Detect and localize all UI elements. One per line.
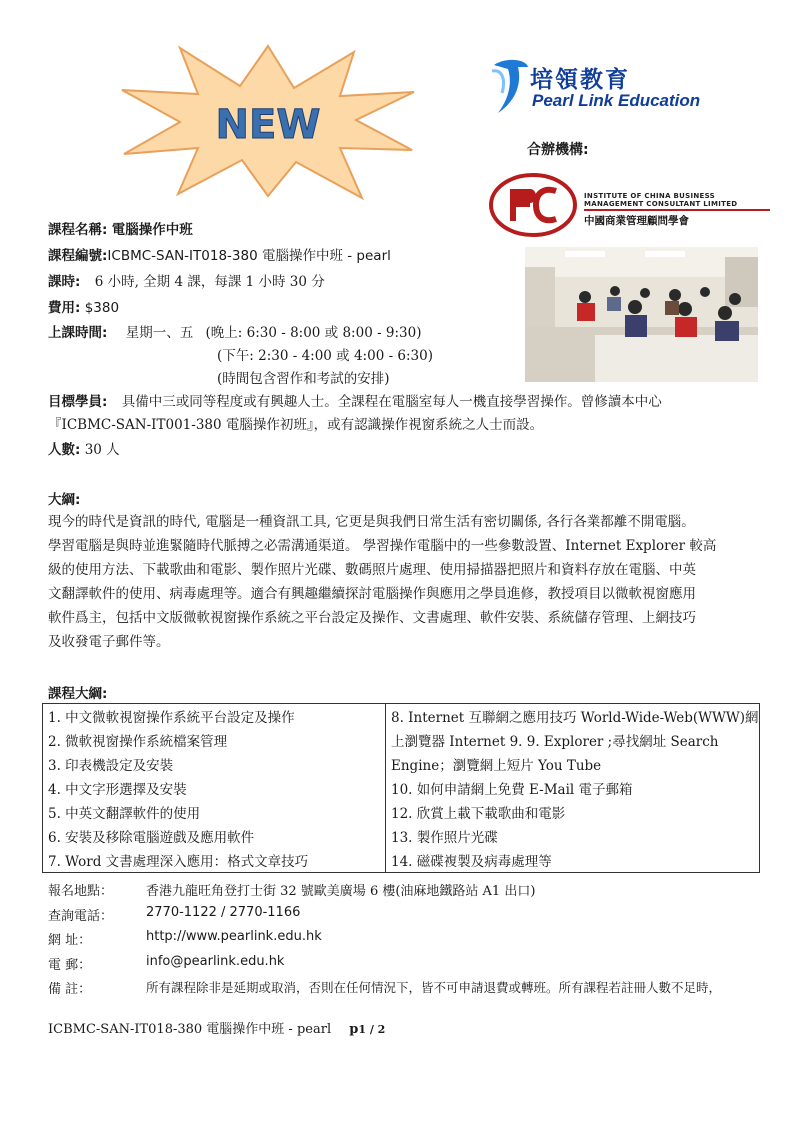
outline-right-column [386, 704, 759, 872]
course-code-row [48, 244, 391, 264]
class-size-label: 人數: [48, 442, 81, 458]
syllabus-paragraph [48, 510, 758, 654]
pearl-link-logo [488, 57, 728, 119]
course-time-label: 上課時間: [48, 325, 108, 341]
remark-label: 備 註： [48, 982, 92, 997]
website-link[interactable]: http://www.pearlink.edu.hk [146, 929, 322, 944]
institute-chinese-name: 中國商業管理顧問學會 [584, 215, 689, 227]
outline-item: 1. 中文微軟視窗操作系統平台設定及操作 [48, 710, 295, 726]
syllabus-line: 學習電腦是與時並進緊隨時代脈搏之必需溝通渠道。 學習操作電腦中的一些參數設置、Internet Explorer 較高 [48, 538, 717, 554]
outline-table [42, 703, 760, 873]
pearl-link-chinese-name: 培領教育 [530, 67, 630, 93]
outline-item: 10. 如何申請網上免費 E-Mail 電子郵箱 [391, 782, 633, 798]
outline-item: 8. Internet 互聯網之應用技巧 World-Wide-Web(WWW)網 [391, 710, 759, 726]
outline-item: 4. 中文字形選擇及安裝 [48, 782, 187, 798]
course-name: 電腦操作中班 [111, 222, 193, 238]
syllabus-heading: 大綱: [48, 492, 81, 508]
course-code-label: 課程編號: [48, 248, 108, 264]
phone-value: 2770-1122 / 2770-1166 [146, 905, 301, 920]
outline-heading: 課程大綱: [48, 686, 108, 702]
outline-item: 6. 安裝及移除電腦遊戲及應用軟件 [48, 830, 255, 846]
course-time-row [48, 321, 422, 341]
course-hours-label: 課時: [48, 274, 81, 290]
outline-item: 12. 欣賞上載下載歌曲和電影 [391, 806, 566, 822]
address-label: 報名地點： [48, 884, 114, 899]
course-fee-label: 費用: [48, 300, 81, 316]
outline-item: 3. 印表機設定及安裝 [48, 758, 174, 774]
pearl-link-swoosh-icon [488, 57, 532, 117]
syllabus-line: 級的使用方法、下載歌曲和電影、製作照片光碟、數碼照片處理、使用掃描器把照片和資料存放在電腦、中英 [48, 562, 696, 578]
footer-page-prefix: p [349, 1022, 359, 1037]
website-label: 網 址： [48, 933, 92, 948]
co-organizer-label: 合辦機構: [527, 142, 589, 158]
course-evening-time: (晚上: 6:30 - 8:00 或 8:00 - 9:30) [205, 325, 422, 341]
syllabus-line: 軟件爲主，包括中文版微軟視窗操作系統之平台設定及操作、文書處理、軟件安裝、系統儲存管理、上網技巧 [48, 610, 696, 626]
outline-item: 14. 磁碟複製及病毒處理等 [391, 854, 552, 870]
class-size-row [48, 438, 120, 458]
target-label: 目標學員: [48, 394, 108, 410]
course-name-row [48, 218, 193, 238]
email-link[interactable]: info@pearlink.edu.hk [146, 954, 285, 969]
course-code: ICBMC-SAN-IT018-380 電腦操作中班 - pearl [107, 248, 391, 264]
pearl-link-english-name: Pearl Link Education [532, 91, 701, 110]
new-burst-text: NEW [215, 102, 321, 148]
course-fee-row [48, 296, 119, 316]
institute-english-line1: INSTITUTE OF CHINA BUSINESS [584, 192, 715, 200]
course-name-label: 課程名稱: [48, 222, 108, 238]
target-line2: 『ICBMC-SAN-IT001-380 電腦操作初班』，或有認識操作視窗系統之人士而設。 [48, 417, 544, 433]
email-label: 電 郵： [48, 958, 92, 973]
footer-page-number: 1 / 2 [358, 1023, 386, 1036]
outline-left-column [43, 704, 386, 872]
institute-divider [584, 209, 770, 211]
outline-item: 7. Word 文書處理深入應用：格式文章技巧 [48, 854, 309, 870]
target-row [48, 390, 662, 410]
address-value: 香港九龍旺角登打士街 32 號歐美廣場 6 樓(油麻地鐵路站 A1 出口) [146, 884, 536, 899]
page-footer [48, 1018, 385, 1037]
outline-item: 5. 中英文翻譯軟件的使用 [48, 806, 201, 822]
institute-logo [488, 173, 778, 237]
course-hours-row [48, 270, 325, 290]
course-fee: $380 [84, 300, 120, 316]
outline-item: 上瀏覽器 Internet 9. 9. Explorer ;尋找網址 Search [391, 734, 719, 750]
new-starburst-graphic [118, 38, 418, 204]
footer-course-code: ICBMC-SAN-IT018-380 電腦操作中班 - pearl [48, 1022, 332, 1037]
classroom-photo [525, 247, 758, 382]
course-hours: 6 小時, 全期 4 課，每課 1 小時 30 分 [94, 274, 325, 290]
remark-value: 所有課程除非是延期或取消，否則在任何情況下，皆不可申請退費或轉班。所有課程若註冊人數不足時， [146, 980, 722, 995]
phone-label: 查詢電話： [48, 909, 114, 924]
syllabus-line: 及收發電子郵件等。 [48, 634, 170, 650]
institute-english-line2: MANAGEMENT CONSULTANT LIMITED [584, 200, 738, 208]
outline-item: 2. 微軟視窗操作系統檔案管理 [48, 734, 228, 750]
course-time-note: (時間包含習作和考試的安排) [217, 371, 390, 387]
class-size: 30 人 [84, 442, 120, 458]
outline-item: Engine；瀏覽網上短片 You Tube [391, 758, 602, 774]
institute-emblem-icon [488, 173, 578, 237]
outline-item: 13. 製作照片光碟 [391, 830, 498, 846]
target-line1: 具備中三或同等程度或有興趣人士。全課程在電腦室每人一機直接學習操作。曾修讀本中心 [121, 394, 662, 410]
syllabus-line: 文翻譯軟件的使用、病毒處理等。適合有興趣繼續探討電腦操作與應用之學員進修，教授項目以微軟視窗應用 [48, 586, 696, 602]
syllabus-line: 現今的時代是資訊的時代, 電腦是一種資訊工具, 它更是與我們日常生活有密切關係, 各行各業都離不開電腦。 [48, 514, 695, 530]
course-days: 星期一、五 [125, 325, 194, 341]
course-afternoon-time: (下午: 2:30 - 4:00 或 4:00 - 6:30) [217, 348, 434, 364]
